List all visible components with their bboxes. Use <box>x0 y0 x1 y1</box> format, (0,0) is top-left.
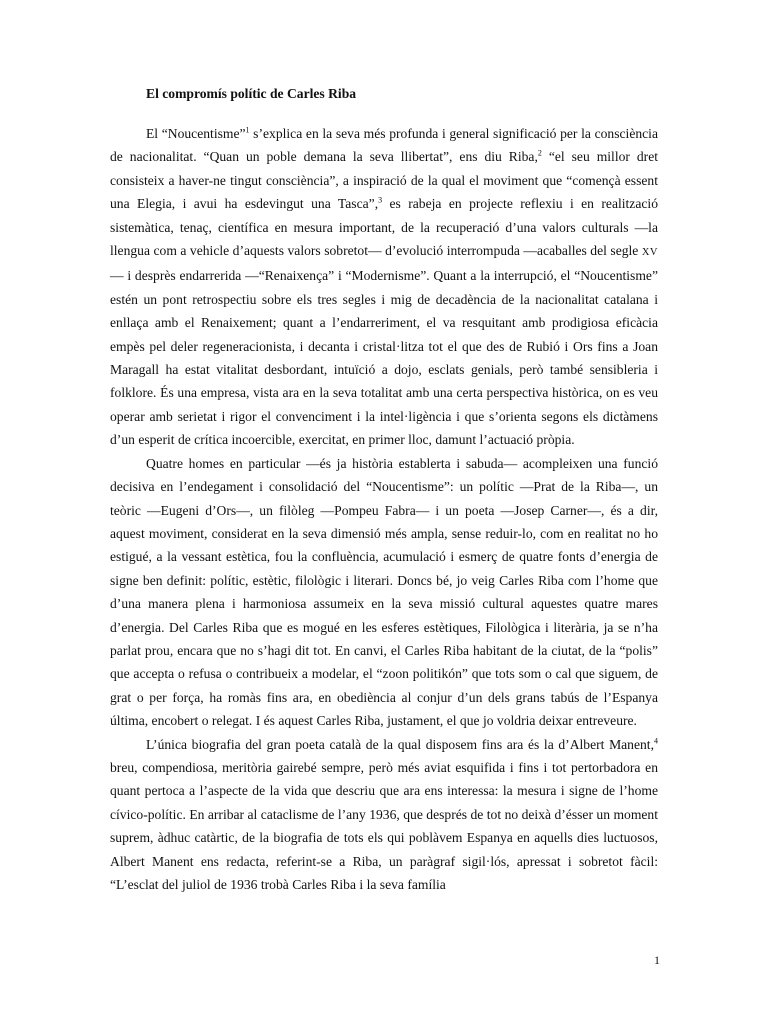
century-small-caps: XV <box>641 247 658 259</box>
paragraph-1 <box>110 122 658 452</box>
text-segment: breu, compendiosa, meritòria gairebé sempre, però més aviat esquifida i fins i tot pertorbadora en quant pertoca a l’aspecte de la vida que descriu que ara ens interessa: la mesura i signe de l’home cívico-polític. En arribar al cataclisme de l’any 1936, que després de tot no deixà d’ésser un moment suprem, àdhuc catàrtic, de la biografia de tots els qui poblàvem Espanya en aquells dies luctuosos, Albert Manent ens redacta, referint-se a Riba, un paràgraf sigil·lós, apressat i sobretot fàcil: “L’esclat del juliol de 1936 trobà Carles Riba i la seva família <box>110 759 658 892</box>
document-title: El compromís polític de Carles Riba <box>146 86 357 101</box>
text-segment: — i desprès endarrerida —“Renaixença” i “Modernisme”. Quant a la interrupció, el “Noucentisme” estén un pont retrospectiu sobre els tres segles i mig de decadència de la nacionalitat catalana i enllaça amb el Renaixement; quant a l’endarreriment, el va resquitant amb prodigiosa eficàcia empès pel deler regeneracionista, i decanta i cristal·litza tot el que des de Rubió i Ors fins a Joan Maragall ha estat vitalitat desbordant, intuïció a dojo, esclats genials, però també sensibleria i folklore. És una empresa, vista ara en la seva totalitat amb una certa perspectiva històrica, on es veu operar amb serietat i rigor el convenciment i la intel·ligència i que s’orienta segons els dictàmens d’un esperit de crítica incoercible, exercitat, en primer lloc, damunt l’actuació pròpia. <box>110 268 658 448</box>
paragraph-2: Quatre homes en particular —és ja història establerta i sabuda— acompleixen una funció decisiva en l’endegament i consolidació del “Noucentisme”: un polític —Prat de la Riba—, un teòric —Eugeni d’Ors—, un filòleg —Pompeu Fabra— i un poeta —Josep Carner—, és a dir, aquest moviment, considerat en la seva dimensió més ampla, sense reduir-lo, com en realitat no ho estigué, a la vessant estètica, fou la confluència, acumulació i esmerç de quatre fonts d’energia de signe ben definit: polític, estètic, filològic i literari. Doncs bé, jo veig Carles Riba com l’home que d’una manera plena i harmoniosa assumeix en la seva missió cultural aquestes quatre mares d’energia. Del Carles Riba que es mogué en les esferes estètiques, Filològica i literària, ja se n’ha parlat prou, encara que no s’hagi dit tot. En canvi, el Carles Riba habitant de la ciutat, de la “polis” que accepta o refusa o contribueix a modelar, el “zoon politikón” que tots som o cal que siguem, de grat o per força, ha romàs fins ara, en obediència al conjur d’un dels grans tabús de l’Espanya última, encobert o relegat. I és aquest Carles Riba, justament, el que jo voldria deixar entreveure. <box>110 455 658 729</box>
text-segment: s’explica en la seva més profunda i general significació per la consciència de nacionalitat. “Quan un poble demana la seva llibertat”, ens diu Riba, <box>110 126 658 165</box>
page-number: 1 <box>654 953 660 967</box>
footnote-marker[interactable]: 2 <box>537 148 542 158</box>
text-segment: L’única biografia del gran poeta català de la qual disposem fins ara és la d’Albert Manent, <box>146 736 654 752</box>
footnote-marker[interactable]: 3 <box>378 195 383 205</box>
document-page <box>110 85 658 896</box>
footnote-marker[interactable]: 4 <box>654 736 658 746</box>
text-segment: “el seu millor dret consisteix a haver-ne tingut consciència”, a inspiració de la qual el moviment que “començà essent una Elegia, i avui ha esdevingut una Tasca”, <box>110 149 659 212</box>
text-segment: El “Noucentisme” <box>146 126 246 141</box>
text-segment: es rabeja en projecte reflexiu i en realització sistemàtica, tenaç, científica en mesura important, de la recuperació d’una valors culturals —la llengua com a vehicle d’aquests valors sobretot— d’evolució interrompuda —acaballes del segle <box>110 196 658 259</box>
footnote-marker[interactable]: 1 <box>245 125 250 135</box>
paragraph-3 <box>110 733 658 897</box>
